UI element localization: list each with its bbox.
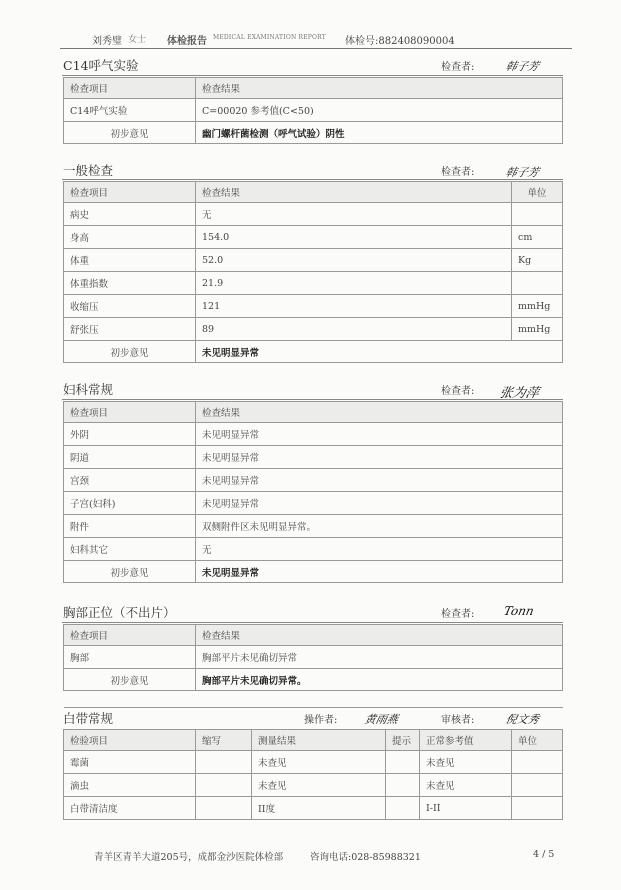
table-cell: 检查结果 — [196, 78, 563, 99]
table-cell — [512, 272, 563, 295]
table-cell: I-II — [420, 797, 512, 820]
table-cell: 胸部平片未见确切异常 — [196, 646, 563, 669]
gyn-table — [63, 401, 563, 583]
table-cell: mmHg — [512, 318, 563, 341]
table-cell: 初步意见 — [64, 669, 196, 691]
table-cell: 21.9 — [196, 272, 512, 295]
table-cell: 子宫(妇科) — [64, 492, 196, 515]
table-cell: 宫颈 — [64, 469, 196, 492]
section-title-gyn: 妇科常规 — [63, 382, 114, 397]
table-header-row — [64, 730, 563, 751]
table-cell — [196, 797, 252, 820]
reviewer-signature: 倪文秀 — [504, 713, 541, 726]
section-title-chest: 胸部正位（不出片） — [63, 605, 176, 620]
contact-phone: 咨询电话:028-85988321 — [310, 852, 421, 863]
table-cell: 未查见 — [420, 751, 512, 774]
table-cell: 滴虫 — [64, 774, 196, 797]
table-cell: 检查项目 — [64, 78, 196, 99]
table-cell: 无 — [196, 203, 512, 226]
table-cell: 提示 — [386, 730, 420, 751]
section-title-general: 一般检查 — [63, 163, 114, 178]
page-number: 4 / 5 — [533, 849, 555, 860]
table-cell: 妇科其它 — [64, 538, 196, 561]
table-cell: 幽门螺杆菌检测（呼气试验）阴性 — [196, 122, 563, 144]
table-row — [64, 423, 563, 446]
chest-table — [63, 624, 563, 691]
table-cell: 外阴 — [64, 423, 196, 446]
table-cell: II度 — [252, 797, 386, 820]
table-cell: 收缩压 — [64, 295, 196, 318]
table-header-row — [64, 402, 563, 423]
table-cell: 霉菌 — [64, 751, 196, 774]
table-row — [64, 797, 563, 820]
inspector-signature: 韩子芳 — [504, 166, 541, 179]
table-header-row — [64, 182, 563, 203]
table-cell: 病史 — [64, 203, 196, 226]
table-row — [64, 272, 563, 295]
inspector-label: 检查者: — [441, 386, 475, 397]
operator-label: 操作者: — [304, 715, 338, 726]
table-cell: 未见明显异常 — [196, 561, 563, 583]
table-cell: C=00020 参考值(C<50) — [196, 99, 563, 122]
table-cell: 缩写 — [196, 730, 252, 751]
table-row — [64, 492, 563, 515]
table-cell: 未见明显异常 — [196, 446, 563, 469]
table-cell: 阴道 — [64, 446, 196, 469]
summary-row — [64, 669, 563, 691]
inspector-label: 检查者: — [441, 609, 475, 620]
table-cell: 未见明显异常 — [196, 423, 563, 446]
table-row — [64, 99, 563, 122]
table-cell: 未查见 — [420, 774, 512, 797]
section-divider — [62, 179, 563, 180]
table-cell: mmHg — [512, 295, 563, 318]
table-cell: 52.0 — [196, 249, 512, 272]
table-cell: 检查结果 — [196, 402, 563, 423]
table-row — [64, 226, 563, 249]
table-cell: 检查结果 — [196, 625, 563, 646]
table-cell — [196, 751, 252, 774]
summary-row — [64, 561, 563, 583]
table-cell: 身高 — [64, 226, 196, 249]
table-cell: 初步意见 — [64, 122, 196, 144]
table-cell — [386, 751, 420, 774]
table-cell: 检查项目 — [64, 402, 196, 423]
table-cell: 未查见 — [252, 774, 386, 797]
section-divider — [62, 399, 563, 400]
header-divider — [60, 48, 572, 49]
table-row — [64, 646, 563, 669]
hospital-address: 青羊区青羊大道205号，成都金沙医院体检部 — [94, 852, 284, 863]
inspector-signature: 韩子芳 — [504, 60, 541, 73]
table-row — [64, 538, 563, 561]
table-cell: 单位 — [512, 182, 563, 203]
summary-row — [64, 341, 563, 363]
table-row — [64, 249, 563, 272]
table-cell: 检验项目 — [64, 730, 196, 751]
exam-number: 体检号:882408090004 — [345, 36, 455, 47]
table-row — [64, 318, 563, 341]
table-cell: C14呼气实验 — [64, 99, 196, 122]
report-title: 体检报告 — [167, 36, 207, 47]
table-cell: 正常参考值 — [420, 730, 512, 751]
table-row — [64, 515, 563, 538]
table-cell: 单位 — [512, 730, 563, 751]
reviewer-label: 审核者: — [441, 715, 475, 726]
table-cell: 121 — [196, 295, 512, 318]
table-row — [64, 295, 563, 318]
inspector-label: 检查者: — [441, 62, 475, 73]
table-cell: 未查见 — [252, 751, 386, 774]
table-cell: 舒张压 — [64, 318, 196, 341]
table-cell: 89 — [196, 318, 512, 341]
table-cell: Kg — [512, 249, 563, 272]
c14-table — [63, 77, 563, 144]
report-header — [0, 30, 621, 48]
leucorrhea-table — [63, 707, 563, 820]
inspector-label: 检查者: — [441, 167, 475, 178]
table-cell: 检查项目 — [64, 625, 196, 646]
section-divider — [62, 622, 563, 623]
table-cell — [512, 774, 563, 797]
table-cell: 未见明显异常 — [196, 492, 563, 515]
table-row — [64, 469, 563, 492]
section-title-c14: C14呼气实验 — [63, 58, 139, 73]
operator-signature: 黄雨燕 — [363, 713, 400, 726]
table-cell: 双侧附件区未见明显异常。 — [196, 515, 563, 538]
table-cell: 初步意见 — [64, 341, 196, 363]
table-cell: 胸部平片未见确切异常。 — [196, 669, 563, 691]
table-cell: 体重 — [64, 249, 196, 272]
table-cell — [196, 774, 252, 797]
table-cell — [512, 797, 563, 820]
table-cell: 未见明显异常 — [196, 341, 563, 363]
patient-gender: 女士 — [128, 35, 147, 45]
table-cell: 胸部 — [64, 646, 196, 669]
table-cell: 无 — [196, 538, 563, 561]
summary-row — [64, 122, 563, 144]
table-cell: 白带清洁度 — [64, 797, 196, 820]
table-cell: 体重指数 — [64, 272, 196, 295]
table-row — [64, 774, 563, 797]
inspector-signature: 张为萍 — [497, 386, 541, 401]
table-header-row — [64, 78, 563, 99]
patient-name: 刘秀璧 — [92, 36, 122, 47]
table-cell — [386, 774, 420, 797]
table-cell: 检查项目 — [64, 182, 196, 203]
table-cell — [512, 203, 563, 226]
section-divider — [62, 75, 563, 76]
table-cell: 154.0 — [196, 226, 512, 249]
table-cell: cm — [512, 226, 563, 249]
table-cell: 未见明显异常 — [196, 469, 563, 492]
table-cell: 附件 — [64, 515, 196, 538]
table-row — [64, 203, 563, 226]
table-cell — [512, 751, 563, 774]
inspector-signature: Tonn — [502, 604, 536, 618]
table-cell: 测量结果 — [252, 730, 386, 751]
general-table — [63, 181, 563, 363]
table-cell: 检查结果 — [196, 182, 512, 203]
table-cell — [386, 797, 420, 820]
table-cell: 初步意见 — [64, 561, 196, 583]
table-row — [64, 751, 563, 774]
table-header-row — [64, 625, 563, 646]
section-title-leucorrhea: 白带常规 — [63, 711, 114, 726]
report-title-en: MEDICAL EXAMINATION REPORT — [213, 34, 326, 41]
table-row — [64, 446, 563, 469]
